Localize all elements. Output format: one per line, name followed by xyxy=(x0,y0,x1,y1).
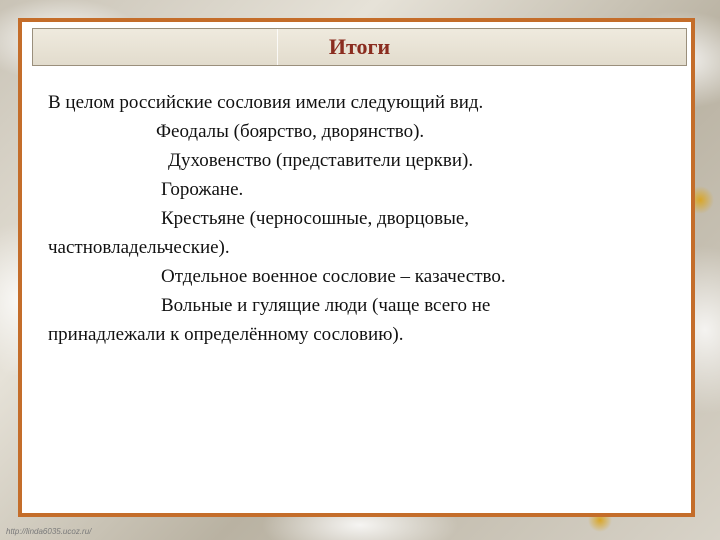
body-line-intro: В целом российские сословия имели следующий вид. xyxy=(48,92,484,113)
slide-frame xyxy=(18,18,695,517)
body-line-townspeople: Горожане. xyxy=(161,179,244,200)
footer-url: http://linda6035.ucoz.ru/ xyxy=(6,527,92,536)
body-line-cossacks: Отдельное военное сословие – казачество. xyxy=(161,266,506,287)
body-line-feudals: Феодалы (боярство, дворянство). xyxy=(156,121,425,142)
body-line-peasants: Крестьяне (черносошные, дворцовые, xyxy=(161,208,470,229)
title-bar xyxy=(32,28,687,66)
slide-body xyxy=(48,88,678,349)
slide-title: Итоги xyxy=(328,34,391,59)
body-line-clergy: Духовенство (представители церкви). xyxy=(168,150,474,171)
body-line-peasants-cont: частновладельческие). xyxy=(48,237,230,258)
body-line-free-people: Вольные и гулящие люди (чаще всего не xyxy=(161,295,491,316)
body-line-free-people-cont: принадлежали к определённому сословию). xyxy=(48,324,404,345)
